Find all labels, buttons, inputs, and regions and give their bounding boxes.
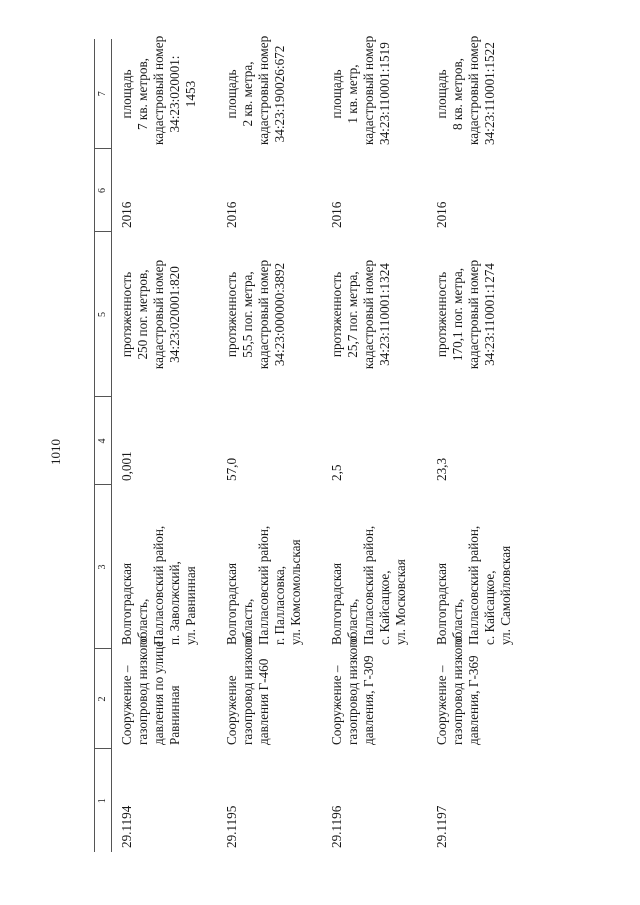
- property-table: [94, 35, 524, 852]
- cell-area: площадь 7 кв. метров, кадастровый номер 34:23:020001: 1453: [118, 35, 198, 145]
- cell-area: площадь 8 кв. метров, кадастровый номер 34:23:110001:1522: [433, 35, 497, 145]
- column-header-2: 2: [94, 649, 111, 749]
- cell-address: Волгоградская область, Палласовский район, г. Палласовка, ул. Комсомольская: [223, 525, 303, 645]
- cell-year: 2016: [223, 201, 239, 228]
- cell-value: 23,3: [433, 457, 449, 481]
- cell-number: 29.1195: [223, 805, 239, 848]
- cell-address: Волгоградская область, Палласовский район, п. Заволжский, ул. Равнинная: [118, 525, 198, 645]
- cell-name: Сооружение – газопровод низкого давления, Г-369: [433, 635, 481, 745]
- column-header-7: 7: [94, 39, 111, 149]
- cell-value: 57,0: [223, 457, 239, 481]
- column-header-3: 3: [94, 485, 111, 649]
- cell-value: 0,001: [118, 450, 134, 481]
- page-number: 1010: [48, 439, 63, 465]
- table-header-row: [94, 39, 111, 852]
- table-row: [111, 39, 217, 852]
- cell-year: 2016: [118, 201, 134, 228]
- cell-area: площадь 1 кв. метр, кадастровый номер 34:23:110001:1519: [328, 35, 392, 145]
- table-row: [427, 39, 532, 852]
- column-header-6: 6: [94, 149, 111, 232]
- cell-value: 2,5: [328, 464, 344, 481]
- column-header-5: 5: [94, 232, 111, 397]
- cell-length: протяженность 250 пог. метров, кадастровый номер 34:23:020001:820: [118, 259, 182, 369]
- cell-number: 29.1196: [328, 805, 344, 848]
- cell-length: протяженность 55,5 пог. метра, кадастровый номер 34:23:000000:3892: [223, 259, 287, 369]
- column-header-4: 4: [94, 397, 111, 485]
- cell-name: Сооружение газопровод низкого давления Г-460: [223, 635, 271, 745]
- cell-length: протяженность 25,7 пог. метра, кадастровый номер 34:23:110001:1324: [328, 259, 392, 369]
- cell-year: 2016: [328, 201, 344, 228]
- cell-year: 2016: [433, 201, 449, 228]
- cell-area: площадь 2 кв. метра, кадастровый номер 34:23:190026:672: [223, 35, 287, 145]
- table-row: [217, 39, 322, 852]
- cell-name: Сооружение – газопровод низкого давления по улице Равнинная: [118, 635, 182, 745]
- column-header-1: 1: [94, 749, 111, 852]
- cell-address: Волгоградская область, Палласовский район, с. Кайсацкое, ул. Московская: [328, 525, 408, 645]
- cell-number: 29.1194: [118, 805, 134, 848]
- cell-address: Волгоградская область, Палласовский район, с. Кайсацкое, ул. Самойловская: [433, 525, 513, 645]
- cell-name: Сооружение – газопровод низкого давления, Г-309: [328, 635, 376, 745]
- cell-length: протяженность 170,1 пог. метра, кадастровый номер 34:23:110001:1274: [433, 259, 497, 369]
- cell-number: 29.1197: [433, 805, 449, 848]
- table-row: [322, 39, 427, 852]
